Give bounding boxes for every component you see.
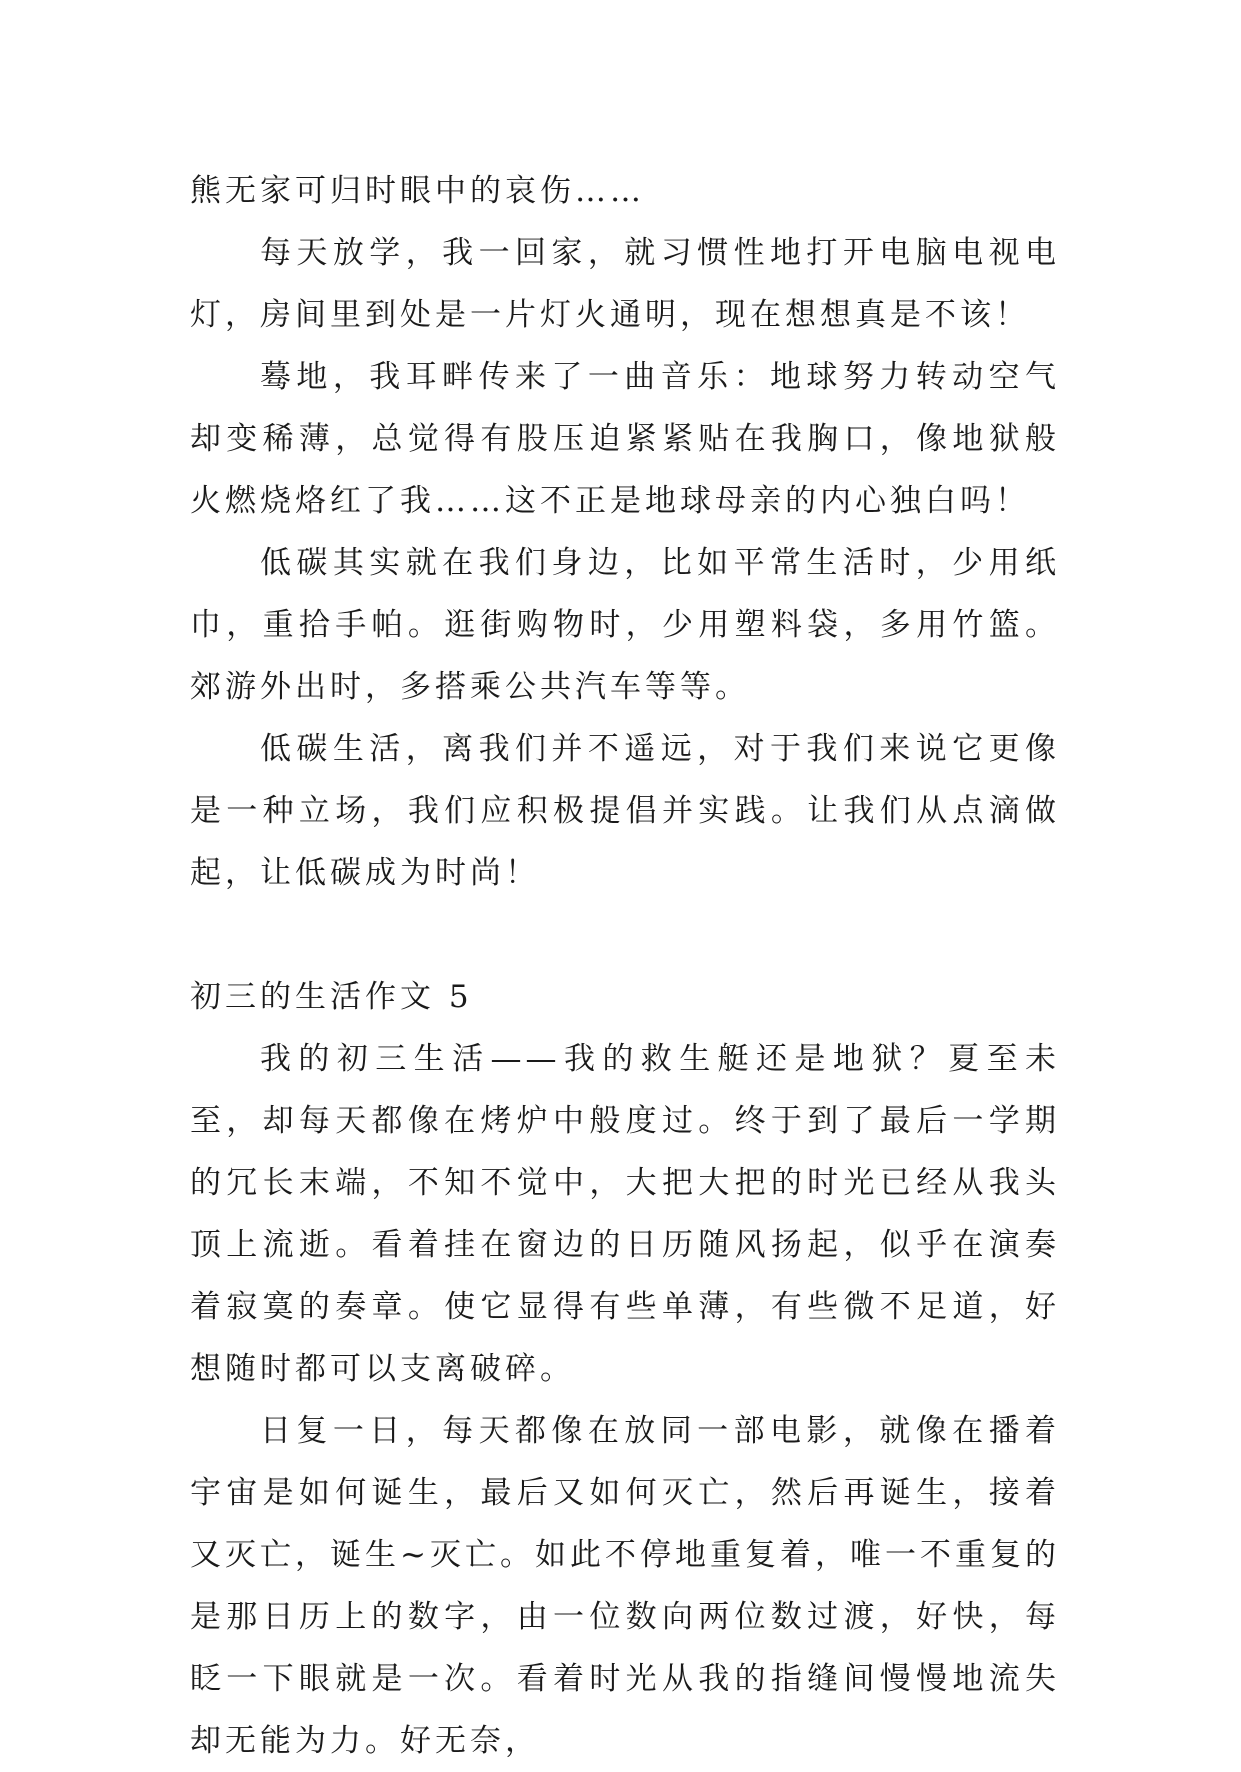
paragraph: 日复一日，每天都像在放同一部电影，就像在播着宇宙是如何诞生，最后又如何灭亡，然后再诞生，接着又灭亡，诞生~灭亡。如此不停地重复着，唯一不重复的是那日历上的数字，由一位数向两位数过渡，好快，每眨一下眼就是一次。看着时光从我的指缝间慢慢地流失却无能为力。好无奈， [190, 1413, 1060, 1759]
paragraph: 低碳生活，离我们并不遥远，对于我们来说它更像是一种立场，我们应积极提倡并实践。让我们从点滴做起，让低碳成为时尚！ [190, 731, 1060, 891]
paragraph-continuation: 熊无家可归时眼中的哀伤…… [190, 173, 645, 209]
section-spacer [190, 904, 1060, 966]
section-title: 初三的生活作文 5 [190, 979, 473, 1015]
document-body [190, 160, 1060, 1772]
paragraph: 每天放学，我一回家，就习惯性地打开电脑电视电灯，房间里到处是一片灯火通明，现在想想真是不该！ [190, 235, 1060, 333]
paragraph: 我的初三生活——我的救生艇还是地狱？夏至未至，却每天都像在烤炉中般度过。终于到了最后一学期的冗长末端，不知不觉中，大把大把的时光已经从我头顶上流逝。看着挂在窗边的日历随风扬起，似乎在演奏着寂寞的奏章。使它显得有些单薄，有些微不足道，好想随时都可以支离破碎。 [190, 1041, 1060, 1387]
paragraph: 蓦地，我耳畔传来了一曲音乐：地球努力转动空气却变稀薄，总觉得有股压迫紧紧贴在我胸口，像地狱般火燃烧烙红了我……这不正是地球母亲的内心独白吗！ [190, 359, 1060, 519]
paragraph: 低碳其实就在我们身边，比如平常生活时，少用纸巾，重拾手帕。逛街购物时，少用塑料袋，多用竹篮。郊游外出时，多搭乘公共汽车等等。 [190, 545, 1060, 705]
